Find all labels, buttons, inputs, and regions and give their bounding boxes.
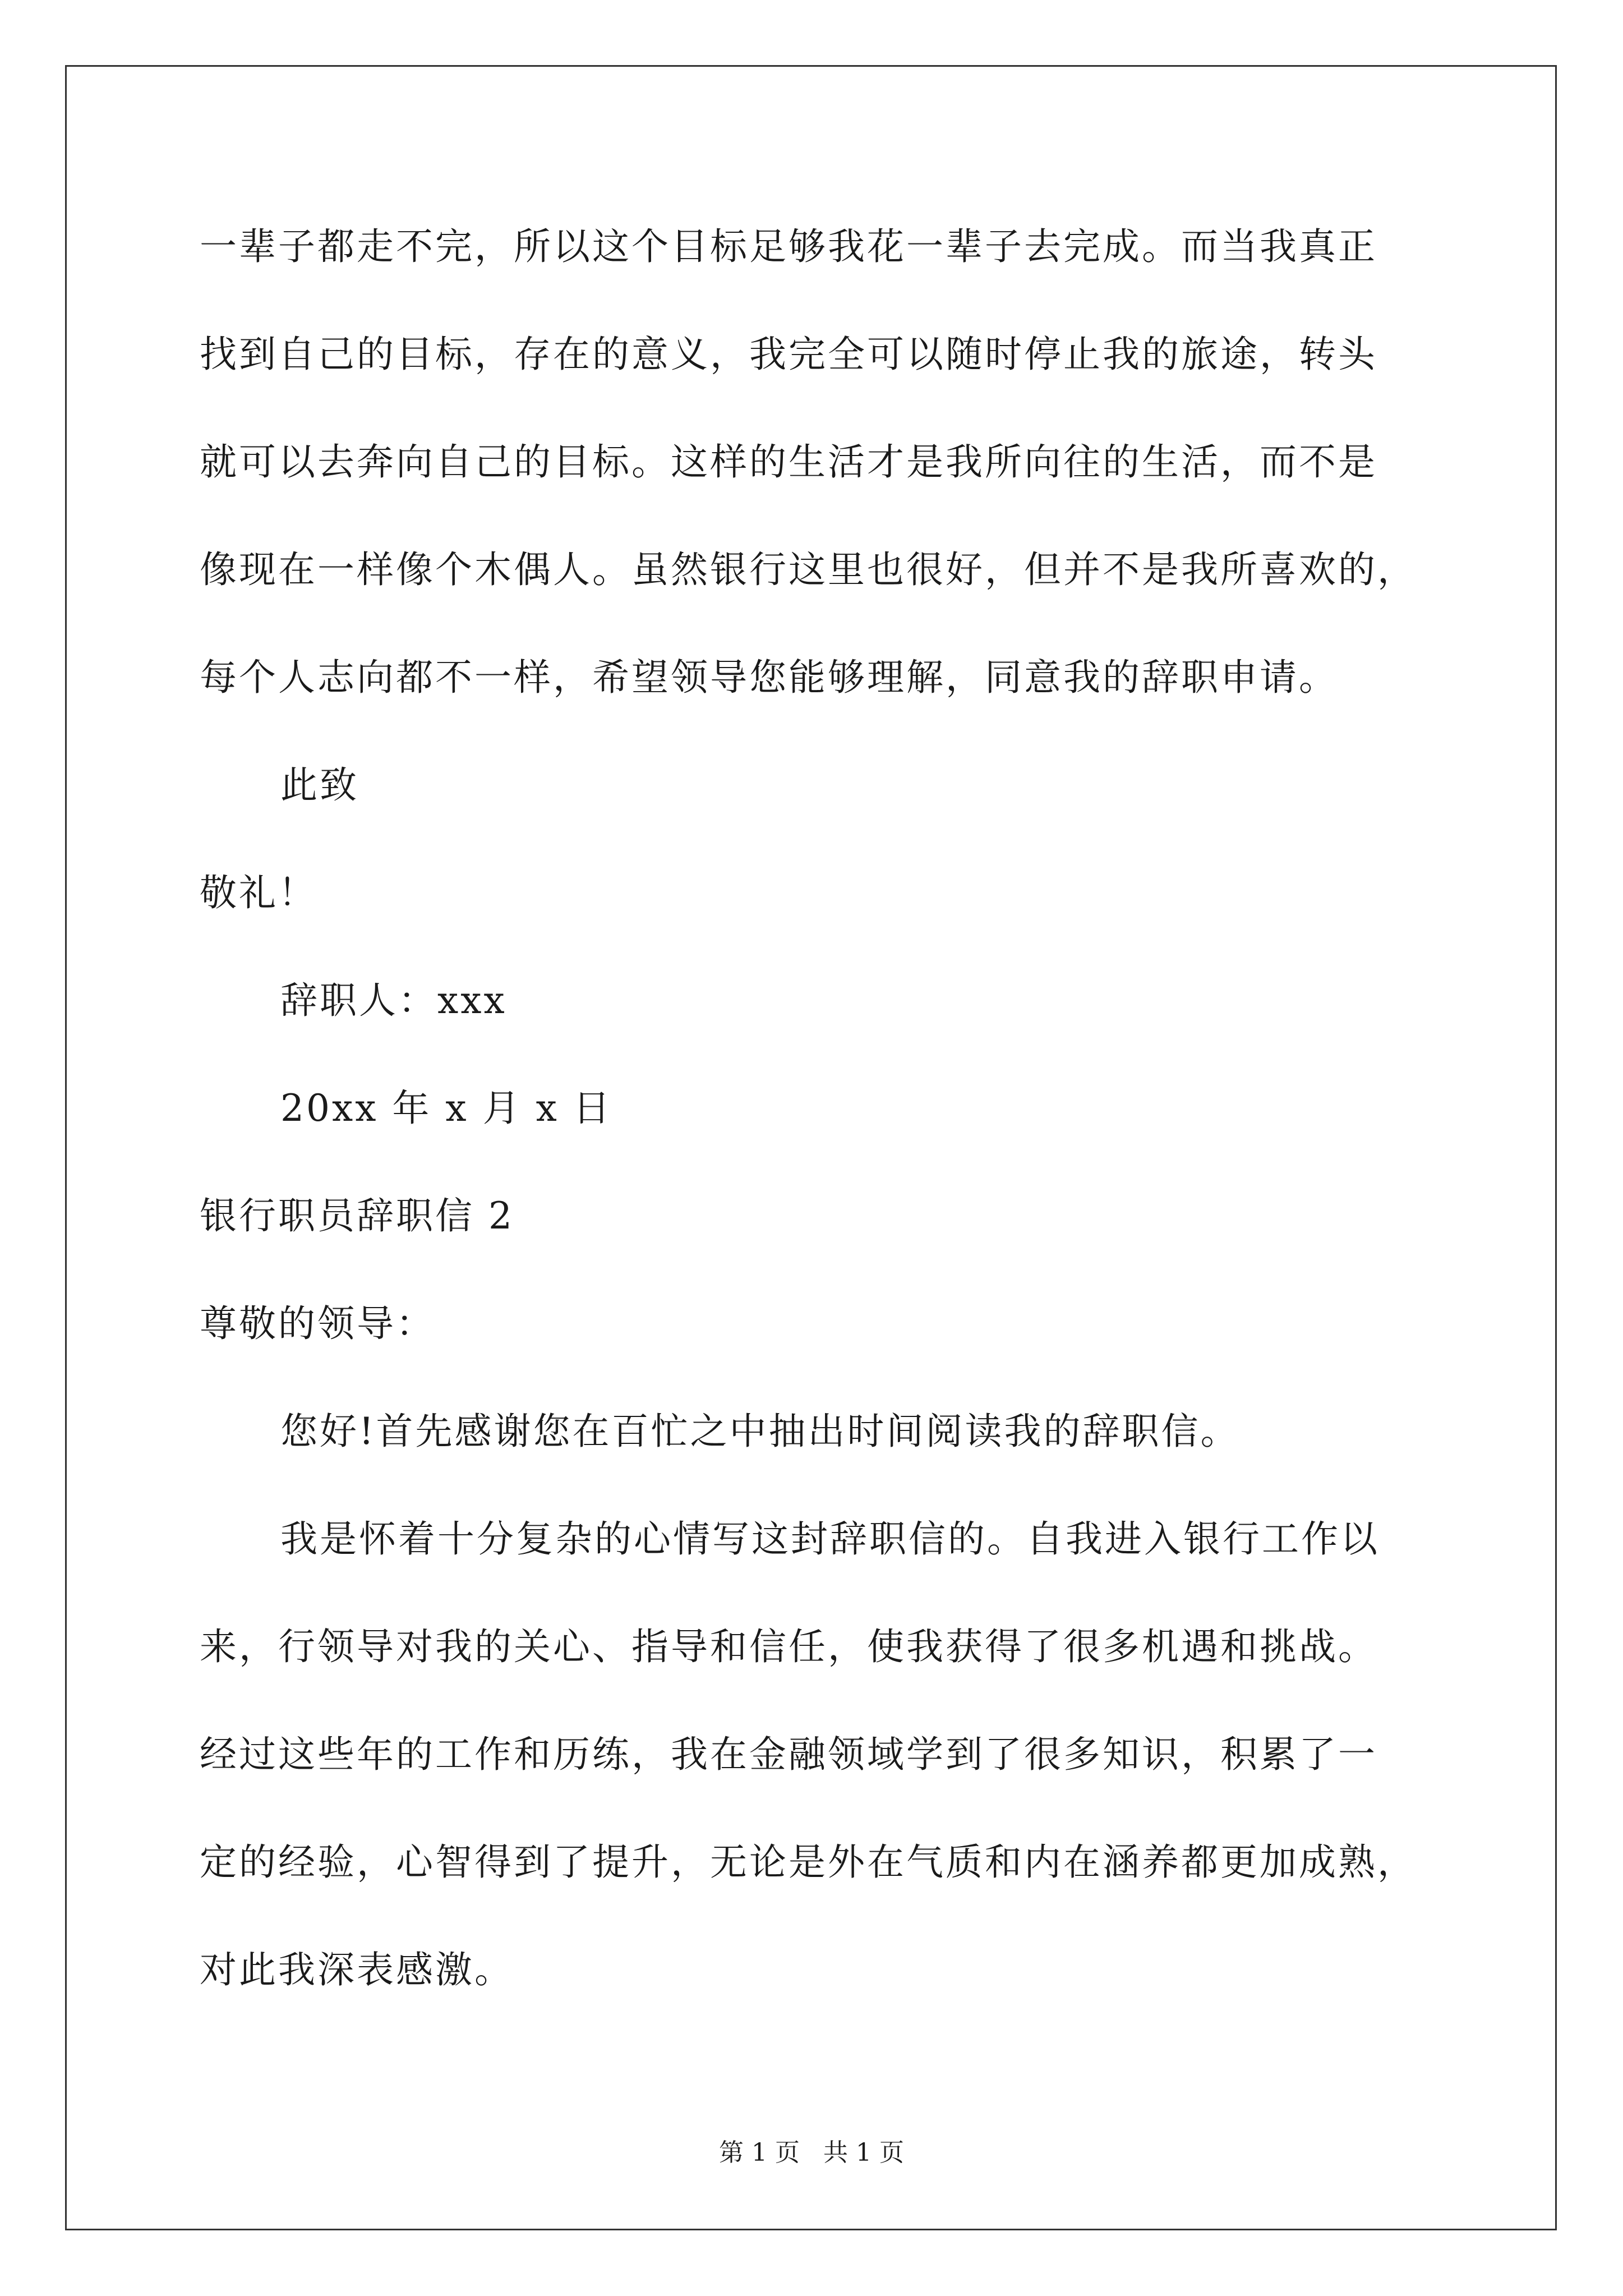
document-body	[200, 219, 1478, 2050]
text-line: 经过这些年的工作和历练，我在金融领域学到了很多知识，积累了一	[200, 1733, 1377, 1776]
closing-regards: 敬礼！	[200, 871, 317, 914]
greeting: 尊敬的领导：	[200, 1302, 435, 1345]
closing-salutation: 此致	[280, 763, 359, 807]
text-line: 找到自己的目标，存在的意义，我完全可以随时停止我的旅途，转头	[200, 333, 1377, 376]
signature-line: 辞职人：xxx	[280, 979, 507, 1022]
text-line: 定的经验，心智得到了提升，无论是外在气质和内在涵养都更加成熟，	[200, 1841, 1417, 1884]
text-line: 您好!首先感谢您在百忙之中抽出时间阅读我的辞职信。	[280, 1410, 1240, 1453]
date-line: 20xx 年 x 月 x 日	[280, 1087, 612, 1130]
text-line: 我是怀着十分复杂的心情写这封辞职信的。自我进入银行工作以	[280, 1517, 1380, 1561]
text-line: 对此我深表感激。	[200, 1948, 514, 1991]
text-line: 像现在一样像个木偶人。虽然银行这里也很好，但并不是我所喜欢的，	[200, 548, 1417, 591]
text-line: 每个人志向都不一样，希望领导您能够理解，同意我的辞职申请。	[200, 656, 1338, 699]
text-line: 就可以去奔向自己的目标。这样的生活才是我所向往的生活，而不是	[200, 440, 1377, 484]
section-title: 银行职员辞职信 2	[200, 1194, 514, 1237]
text-line: 来，行领导对我的关心、指导和信任，使我获得了很多机遇和挑战。	[200, 1625, 1377, 1668]
page-footer: 第 1 页 共 1 页	[719, 2138, 904, 2167]
text-line: 一辈子都走不完，所以这个目标足够我花一辈子去完成。而当我真正	[200, 225, 1377, 268]
